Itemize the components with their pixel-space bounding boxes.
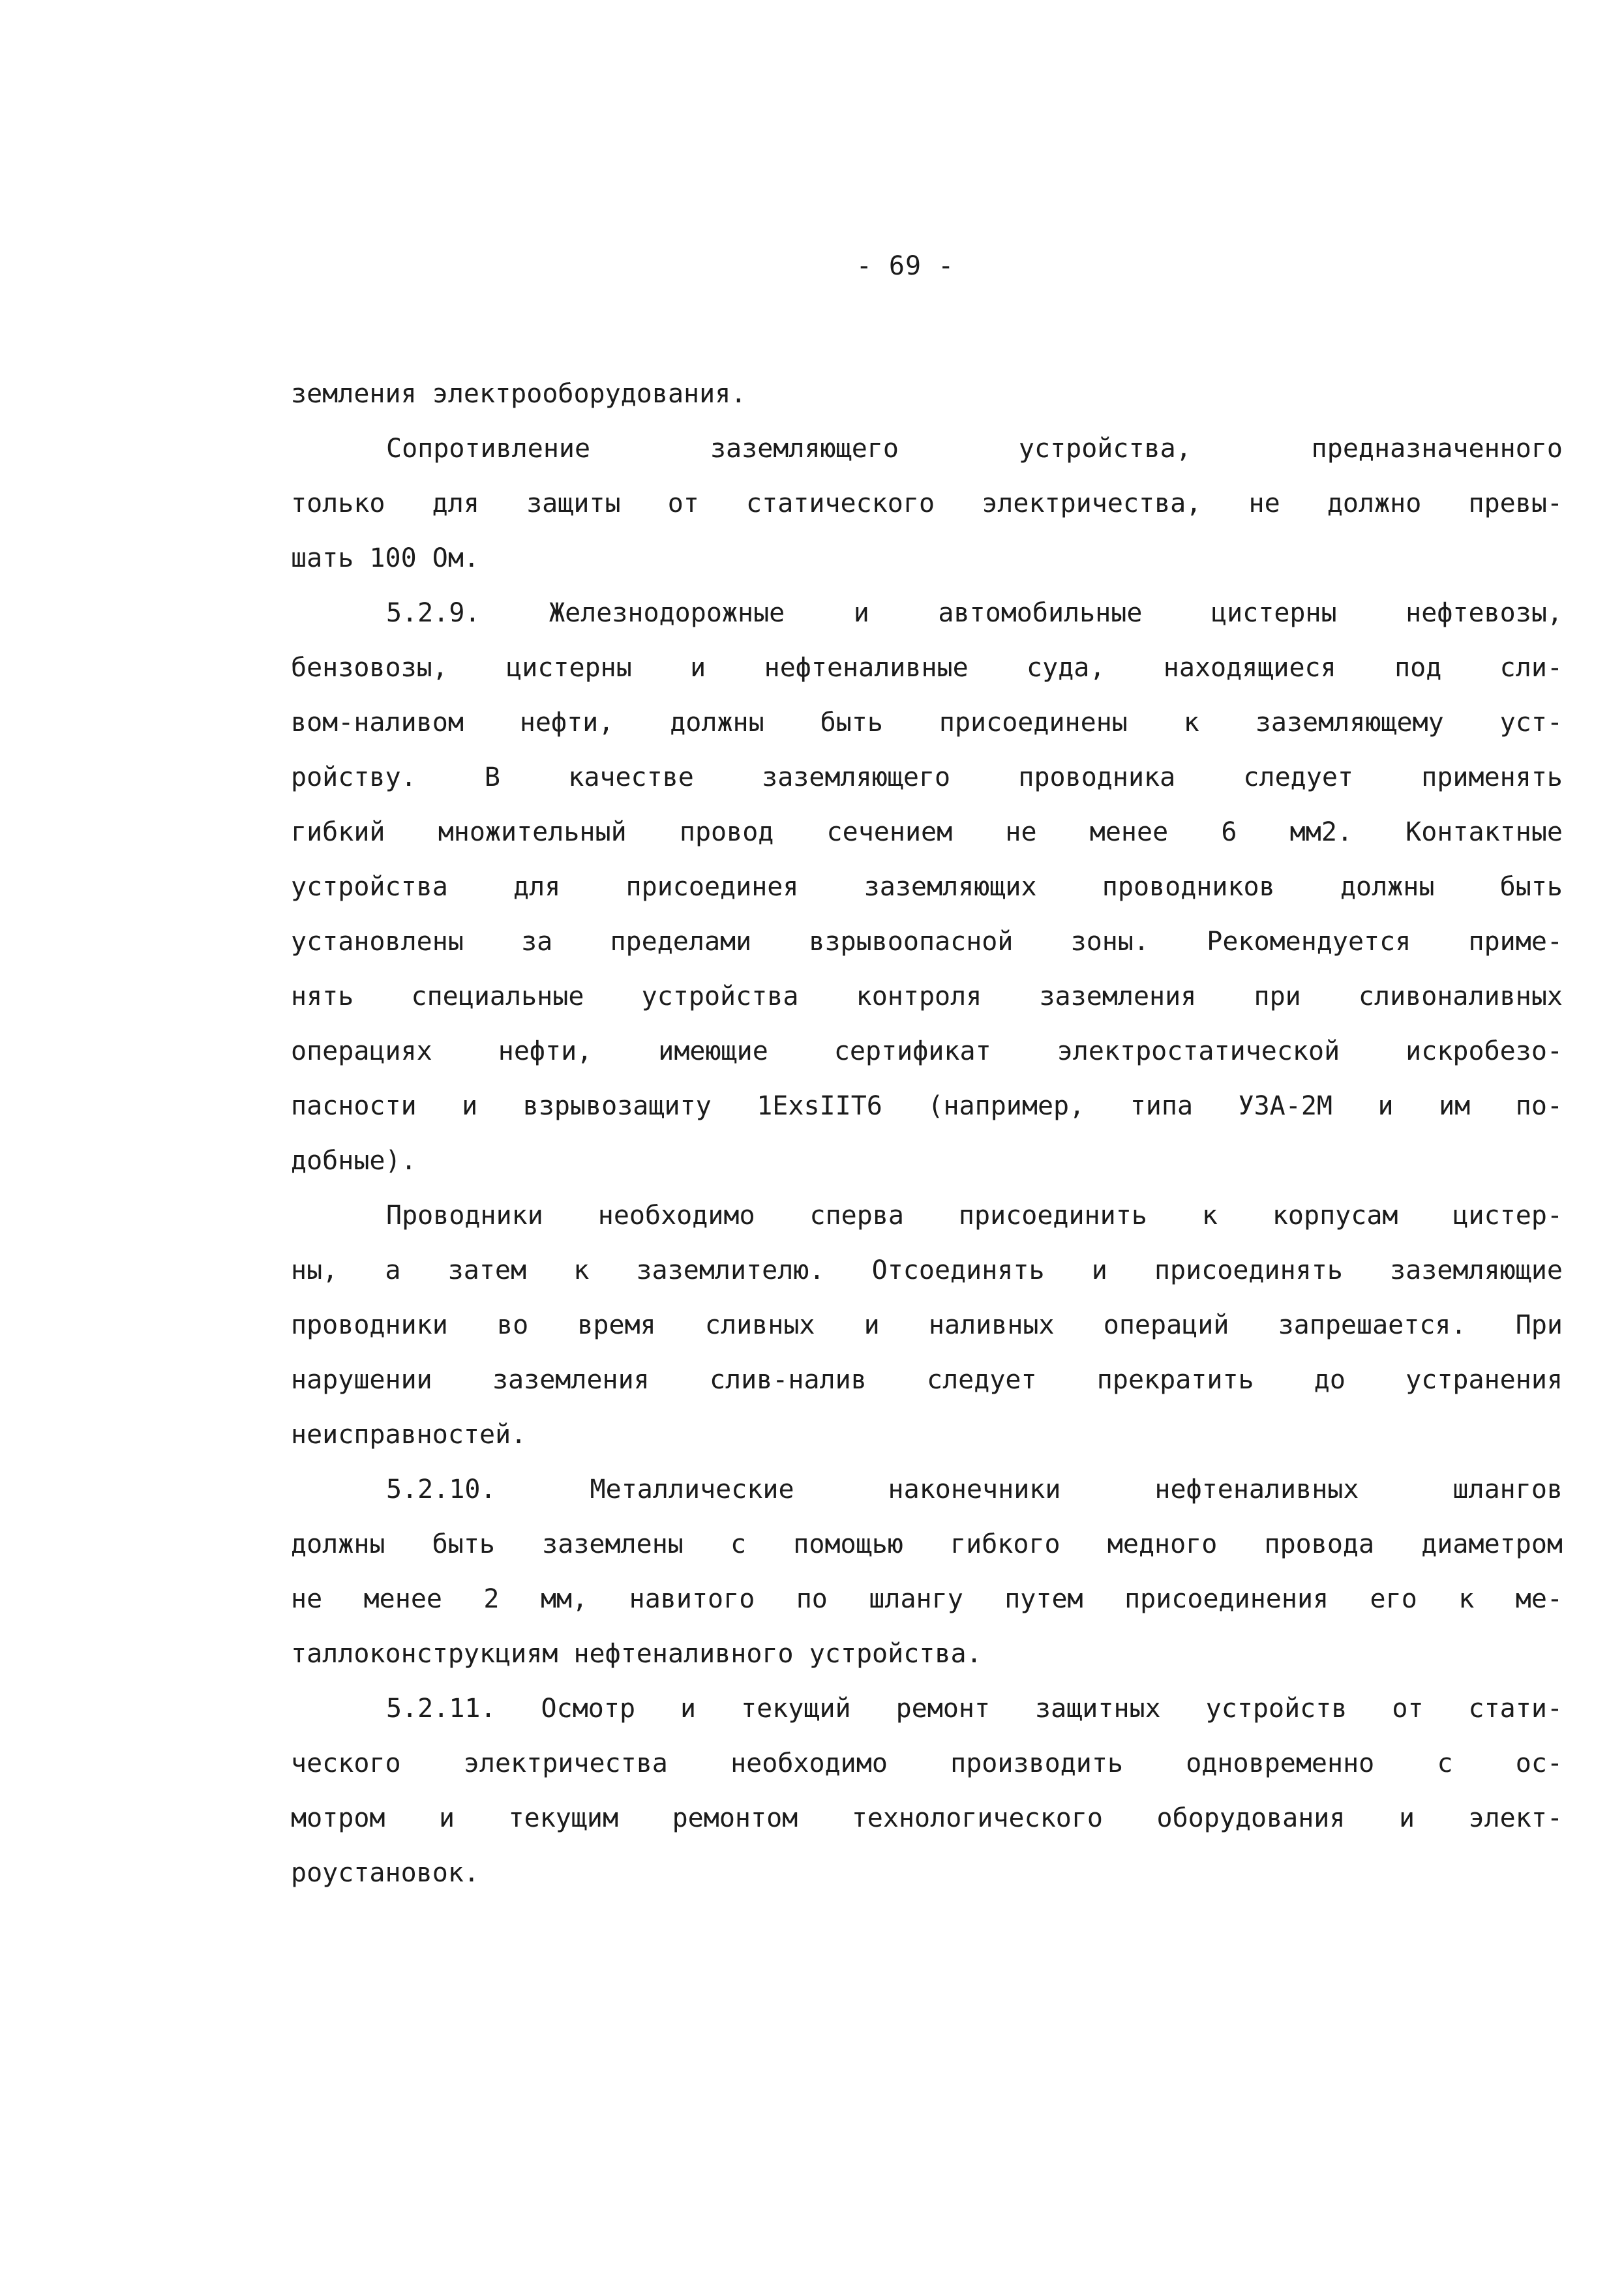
text-line: ческого электричества необходимо производить одновременно с ос- (291, 1748, 1563, 1778)
text-line: устройства для присоединея заземляющих проводников должны быть (291, 872, 1563, 902)
text-line: неисправностей. (291, 1420, 527, 1450)
text-line: таллоконструкциям нефтеналивного устройства. (291, 1639, 982, 1669)
page-number: - 69 - (856, 251, 955, 281)
text-line: пасности и взрывозащиту 1ExsIIT6 (например, типа УЗА-2М и им по- (291, 1091, 1563, 1121)
text-line: 5.2.11. Осмотр и текущий ремонт защитных устройств от стати- (386, 1694, 1563, 1724)
text-line: установлены за пределами взрывоопасной зоны. Рекомендуется приме- (291, 927, 1563, 957)
text-line: Проводники необходимо сперва присоединить к корпусам цистер- (386, 1201, 1563, 1231)
text-line: вом-наливом нефти, должны быть присоединены к заземляющему уст- (291, 708, 1563, 738)
text-line: нарушении заземления слив-налив следует прекратить до устранения (291, 1365, 1563, 1395)
text-line: бензовозы, цистерны и нефтеналивные суда, находящиеся под сли- (291, 653, 1563, 683)
text-line: добные). (291, 1146, 417, 1176)
text-line: мотром и текущим ремонтом технологического оборудования и элект- (291, 1803, 1563, 1833)
text-line: 5.2.10. Металлические наконечники нефтеналивных шлангов (386, 1475, 1563, 1505)
text-line: роустановок. (291, 1858, 479, 1888)
text-line: только для защиты от статического электричества, не должно превы- (291, 488, 1563, 518)
text-line: гибкий множительный провод сечением не менее 6 мм2. Контактные (291, 817, 1563, 847)
text-line: должны быть заземлены с помощью гибкого медного провода диаметром (291, 1529, 1563, 1559)
text-line: Сопротивление заземляющего устройства, предназначенного (386, 434, 1563, 464)
text-line: проводники во время сливных и наливных операций запрешается. При (291, 1310, 1563, 1340)
text-line: ны, а затем к заземлителю. Отсоединять и присоединять заземляющие (291, 1255, 1563, 1285)
text-line: не менее 2 мм, навитого по шлангу путем присоединения его к ме- (291, 1584, 1563, 1614)
text-line: нять специальные устройства контроля заземления при сливоналивных (291, 981, 1563, 1011)
text-line: шать 100 Ом. (291, 543, 479, 573)
text-line: 5.2.9. Железнодорожные и автомобильные цистерны нефтевозы, (386, 598, 1563, 628)
text-line: ройству. В качестве заземляющего проводника следует применять (291, 762, 1563, 792)
text-line: земления электрооборудования. (291, 379, 747, 409)
text-line: операциях нефти, имеющие сертификат электростатической искробезо- (291, 1036, 1563, 1066)
